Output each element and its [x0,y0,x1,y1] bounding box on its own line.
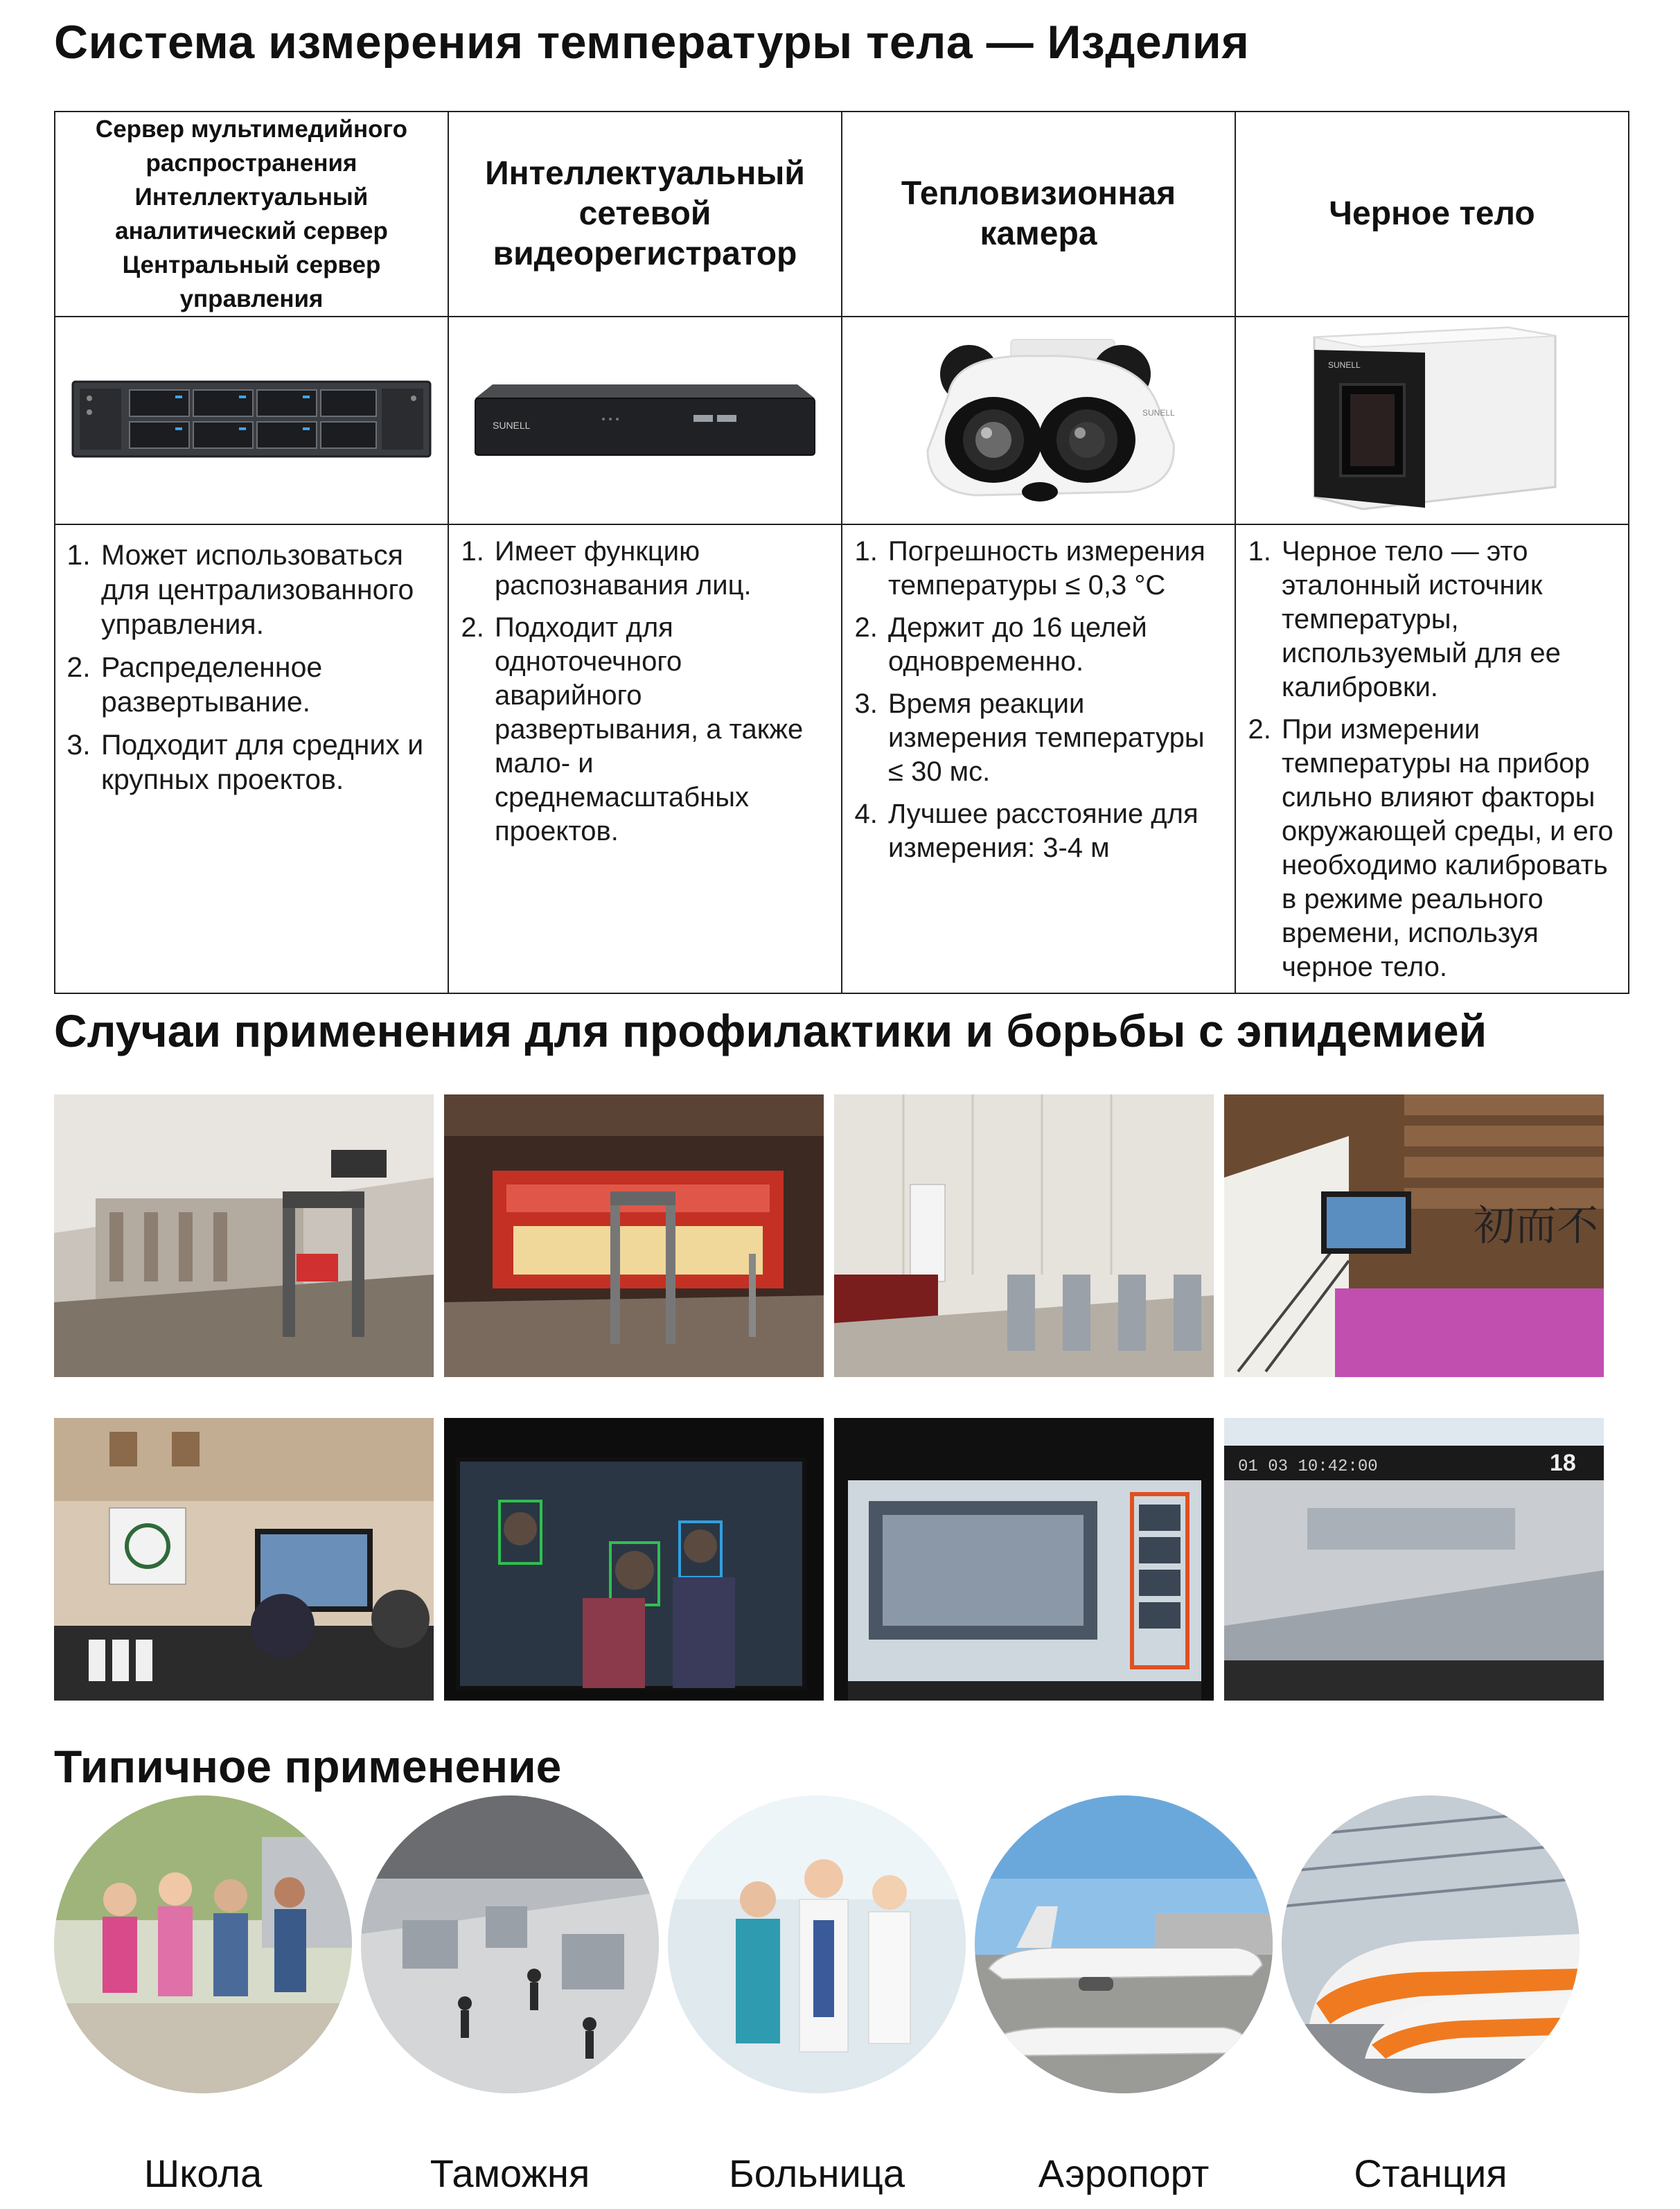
product-desc-blackbody [1235,524,1629,993]
svg-text:18: 18 [1550,1450,1576,1476]
rack-server-icon [71,378,432,461]
thermal-camera-icon [893,326,1184,513]
list-item: 2. Подходит для одноточечного аварийного развертывания, а также мало- и среднемасштабных проектов. [492,611,833,849]
products-table [54,111,1629,994]
svg-text:SUNELL: SUNELL [1142,407,1175,418]
caption-school: Школа [143,2152,263,2195]
product-desc-server [55,524,448,993]
caption-customs: Таможня [430,2152,590,2195]
list-item: 1. Погрешность измерения температуры ≤ 0,3 °C [885,535,1226,603]
product-header-blackbody: Черное тело [1235,112,1629,317]
photo-thermal-screen [444,1418,824,1701]
typical-title: Типичное применение [54,1741,562,1792]
product-image-server-cell [55,317,448,524]
svg-text:01 03 10:42:00: 01 03 10:42:00 [1238,1457,1378,1476]
station-image [1282,1795,1580,2093]
list-item: 1. Черное тело — это эталонный источник температуры, используемый для ее калибровки. [1279,535,1620,704]
blackbody-icon [1300,322,1564,516]
customs-image [361,1795,659,2093]
cases-title: Случаи применения для профилактики и борьбы с эпидемией [54,1005,1487,1056]
product-image-nvr-cell [448,317,842,524]
product-image-blackbody-cell [1235,317,1629,524]
svg-text:SUNELL: SUNELL [493,419,531,431]
list-item: 1. Имеет функцию распознавания лиц. [492,535,833,603]
school-image [54,1795,352,2093]
product-image-thermal-camera-cell [842,317,1235,524]
product-desc-thermal-camera [842,524,1235,993]
list-item: 1. Может использоваться для централизованного управления. [98,538,439,641]
list-item: 3. Подходит для средних и крупных проектов. [98,727,439,797]
photo-laptop-monitor [834,1418,1214,1701]
svg-text:初而不: 初而不 [1474,1203,1598,1249]
hospital-image [668,1795,966,2093]
photo-hall-gate [54,1094,434,1377]
product-header-nvr: Интеллектуальный сетевой видеорегистратор [448,112,842,317]
airport-image [975,1795,1273,2093]
nvr-icon [465,371,825,468]
svg-text:SUNELL: SUNELL [1328,360,1361,370]
photo-lobby-monitor [54,1418,434,1701]
product-header-thermal-camera: Тепловизионная камера [842,112,1235,317]
photo-stairs-monitor [1224,1094,1604,1377]
list-item: 3. Время реакции измерения температуры ≤ 30 мс. [885,687,1226,789]
list-item: 4. Лучшее расстояние для измерения: 3-4 м [885,797,1226,865]
photo-station-screen [1224,1418,1604,1701]
photo-red-screen-gate [444,1094,824,1377]
list-item: 2. При измерении температуры на прибор сильно влияют факторы окружающей среды, и его необходимо калибровать в режиме реального времени, используя черное тело. [1279,713,1620,984]
caption-station: Станция [1354,2152,1507,2195]
caption-airport: Аэропорт [1038,2152,1210,2195]
product-header-server: Сервер мультимедийного распространения Интеллектуальный аналитический сервер Центральный сервер управления [55,112,448,317]
photo-turnstiles [834,1094,1214,1377]
list-item: 2. Держит до 16 целей одновременно. [885,611,1226,679]
caption-hospital: Больница [729,2152,905,2195]
list-item: 2. Распределенное развертывание. [98,650,439,719]
product-desc-nvr [448,524,842,993]
page-title: Система измерения температуры тела — Изделия [54,16,1250,69]
